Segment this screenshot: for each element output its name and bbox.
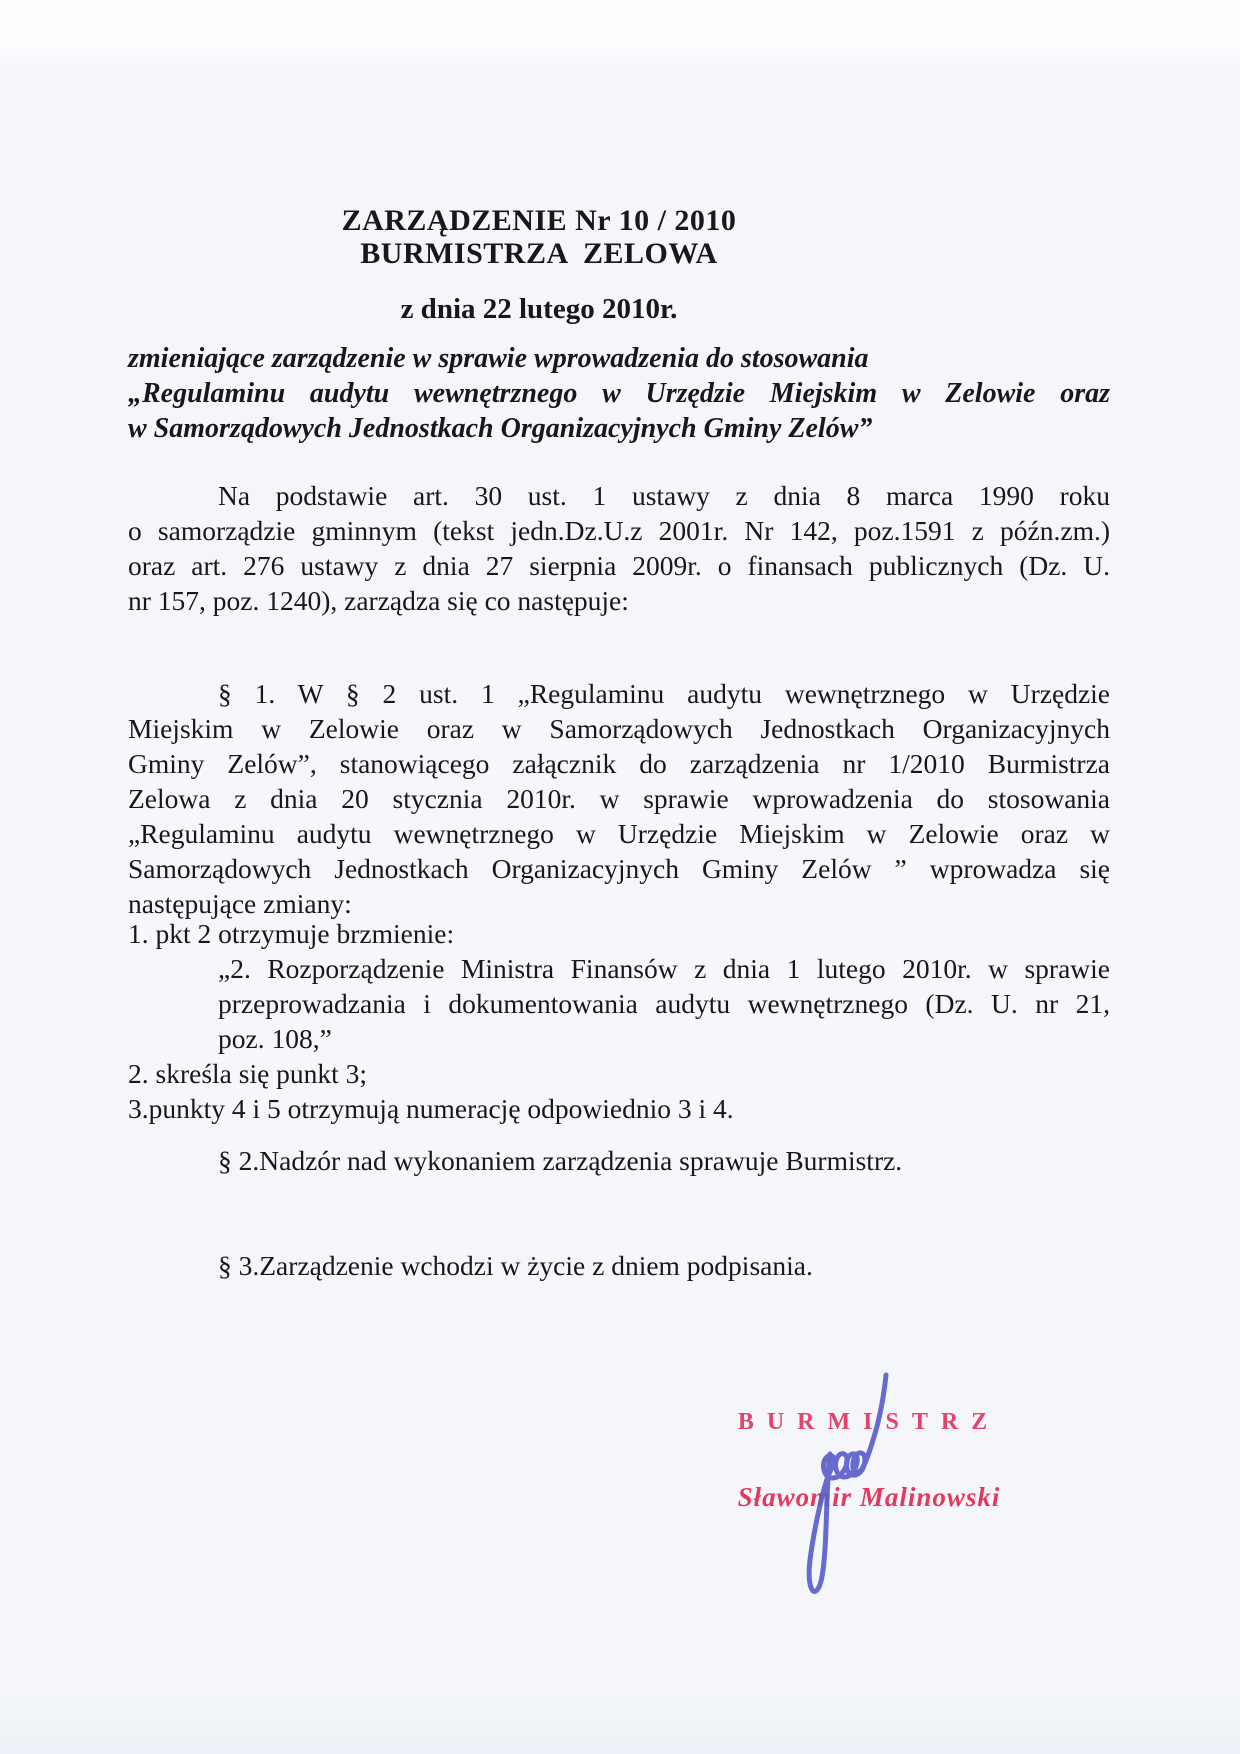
section-3-paragraph: § 3.Zarządzenie wchodzi w życie z dniem podpisania. bbox=[218, 1250, 813, 1281]
text-line: o samorządzie gminnym (tekst jedn.Dz.U.z 2001r. Nr 142, poz.1591 z późn.zm.) bbox=[128, 515, 1110, 546]
text-line: Gminy Zelów”, stanowiącego załącznik do zarządzenia nr 1/2010 Burmistrza bbox=[128, 748, 1110, 779]
list-item-2: 2. skreśla się punkt 3; bbox=[128, 1058, 368, 1089]
text-line: Samorządowych Jednostkach Organizacyjnych Gminy Zelów ” wprowadza się bbox=[128, 853, 1110, 884]
document-title-line-1: ZARZĄDZENIE Nr 10 / 2010 bbox=[341, 204, 737, 237]
document-title-line-2: BURMISTRZA ZELOWA bbox=[360, 237, 718, 270]
text-line: „Regulaminu audytu wewnętrznego w Urzędzie Miejskim w Zelowie oraz w bbox=[128, 818, 1110, 849]
text-line: następujące zmiany: bbox=[128, 888, 352, 919]
signature-ink-path bbox=[809, 1375, 886, 1592]
text-line: Zelowa z dnia 20 stycznia 2010r. w sprawie wprowadzenia do stosowania bbox=[128, 783, 1110, 814]
quoted-provision bbox=[218, 951, 1110, 1056]
section-2-paragraph: § 2.Nadzór nad wykonaniem zarządzenia sprawuje Burmistrz. bbox=[218, 1145, 903, 1176]
section-1-paragraph bbox=[128, 676, 1110, 921]
text-line: § 1. W § 2 ust. 1 „Regulaminu audytu wewnętrznego w Urzędzie bbox=[218, 678, 1110, 709]
signature-name-stamp: Sławomir Malinowski bbox=[737, 1482, 1001, 1512]
preamble-paragraph bbox=[128, 478, 1110, 618]
subject-intro-line: zmieniające zarządzenie w sprawie wprowadzenia do stosowania bbox=[128, 343, 869, 374]
text-line: Miejskim w Zelowie oraz w Samorządowych Jednostkach Organizacyjnych bbox=[128, 713, 1110, 744]
burmistrz-role-stamp: BURMISTRZ bbox=[737, 1409, 1001, 1435]
text-line: w Samorządowych Jednostkach Organizacyjnych Gminy Zelów” bbox=[128, 413, 873, 444]
handwritten-signature-ink bbox=[788, 1364, 898, 1614]
document-title bbox=[128, 204, 950, 270]
text-line: „Regulaminu audytu wewnętrznego w Urzędzie Miejskim w Zelowie oraz bbox=[128, 378, 1110, 409]
text-line: poz. 108,” bbox=[218, 1023, 332, 1054]
text-line: „2. Rozporządzenie Ministra Finansów z dnia 1 lutego 2010r. w sprawie bbox=[218, 953, 1110, 984]
subject-paragraph bbox=[128, 376, 1110, 446]
text-line: przeprowadzania i dokumentowania audytu wewnętrznego (Dz. U. nr 21, bbox=[218, 988, 1110, 1019]
text-line: Na podstawie art. 30 ust. 1 ustawy z dnia 8 marca 1990 roku bbox=[218, 480, 1110, 511]
text-line: oraz art. 276 ustawy z dnia 27 sierpnia 2009r. o finansach publicznych (Dz. U. bbox=[128, 550, 1110, 581]
list-item-3: 3.punkty 4 i 5 otrzymują numerację odpowiednio 3 i 4. bbox=[128, 1093, 734, 1124]
document-date: z dnia 22 lutego 2010r. bbox=[400, 293, 678, 325]
list-item-1: 1. pkt 2 otrzymuje brzmienie: bbox=[128, 918, 455, 949]
text-line: nr 157, poz. 1240), zarządza się co następuje: bbox=[128, 585, 629, 616]
